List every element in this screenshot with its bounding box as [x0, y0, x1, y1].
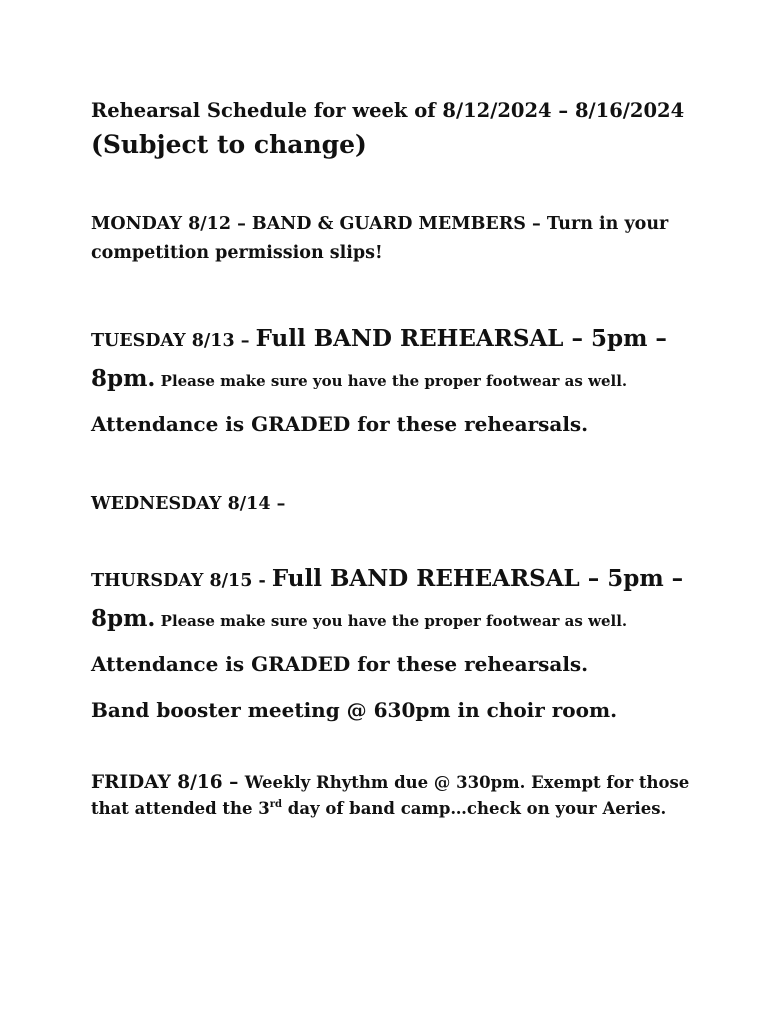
page-subtitle: (Subject to change) [91, 130, 367, 159]
friday-entry [91, 770, 701, 822]
thursday-day-label: THURSDAY 8/15 - [91, 571, 272, 591]
thursday-entry [91, 560, 701, 640]
page-title: Rehearsal Schedule for week of 8/12/2024 – 8/16/2024 [91, 99, 685, 122]
tuesday-rehearsal: Full BAND REHEARSAL – 5pm – 8pm. [91, 325, 667, 392]
thursday-footwear-note: Please make sure you have the proper footwear as well. [155, 612, 628, 630]
ordinal-suffix: rd [269, 799, 283, 810]
tuesday-entry [91, 320, 701, 400]
wednesday-entry: WEDNESDAY 8/14 – [91, 494, 286, 514]
tuesday-attendance: Attendance is GRADED for these rehearsals. [91, 412, 589, 436]
tuesday-day-label: TUESDAY 8/13 – [91, 331, 256, 351]
monday-entry: MONDAY 8/12 – BAND & GUARD MEMBERS – Turn in your competition permission slips! [91, 214, 669, 263]
booster-meeting-note: Band booster meeting @ 630pm in choir room. [91, 698, 618, 722]
friday-day-label: FRIDAY 8/16 – [91, 772, 245, 793]
friday-text-end: day of band camp…check on your Aeries. [282, 799, 667, 818]
friday-text: Weekly Rhythm due @ 330pm. Exempt for those that attended the 3 [91, 773, 690, 818]
schedule-document [91, 95, 701, 822]
tuesday-footwear-note: Please make sure you have the proper footwear as well. [155, 372, 628, 390]
thursday-attendance: Attendance is GRADED for these rehearsals. [91, 652, 589, 676]
thursday-rehearsal: Full BAND REHEARSAL – 5pm – 8pm. [91, 565, 684, 632]
